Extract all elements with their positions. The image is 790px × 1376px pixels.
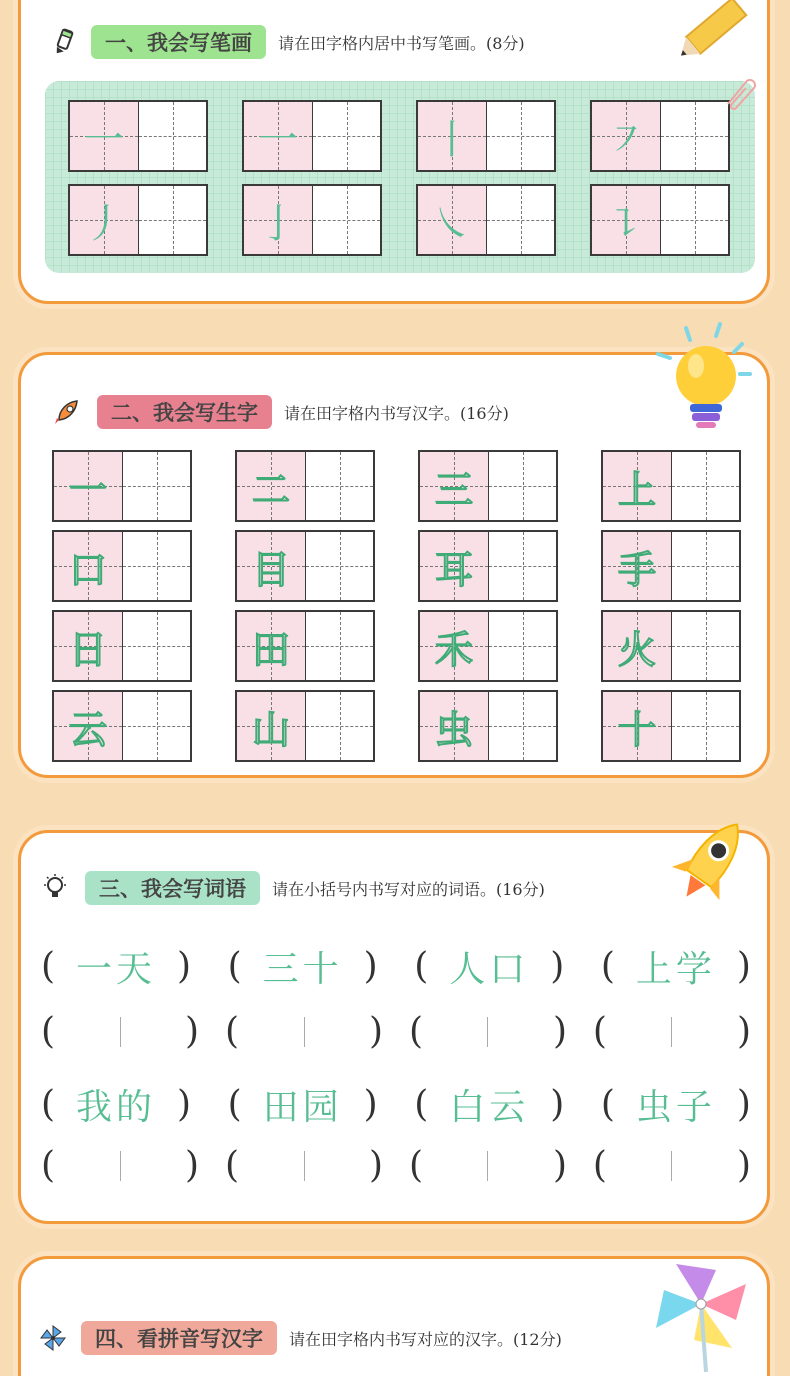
section-1-header (49, 25, 525, 59)
pencil-decoration-icon (668, 0, 758, 70)
model-cell (70, 102, 138, 170)
answer-blank[interactable] (41, 1145, 199, 1186)
character-glyph: 一 (68, 467, 107, 512)
writing-cell[interactable] (671, 532, 739, 600)
model-cell (418, 102, 486, 170)
character-practice-box[interactable] (601, 690, 741, 762)
model-cell (237, 532, 305, 600)
section-2-instruction: 请在田字格内书写汉字。(16分) (284, 403, 509, 423)
writing-cell[interactable] (305, 612, 373, 680)
answer-blank[interactable] (409, 1145, 567, 1186)
paren-close: ) (369, 1011, 384, 1052)
character-glyph: 二 (251, 467, 290, 512)
model-cell (237, 612, 305, 680)
paren-open: ( (592, 1011, 607, 1052)
character-practice-box[interactable] (52, 450, 192, 522)
paren-open: ( (41, 1084, 56, 1125)
paren-close: ) (550, 946, 565, 987)
word-row-1 (41, 941, 751, 992)
paren-close: ) (736, 946, 751, 987)
section-3-instruction: 请在小括号内书写对应的词语。(16分) (272, 879, 545, 899)
paren-open: ( (408, 1145, 423, 1186)
character-practice-box[interactable] (235, 610, 375, 682)
blank-field[interactable] (423, 1151, 553, 1181)
model-cell (54, 612, 122, 680)
character-practice-box[interactable] (52, 530, 192, 602)
section-3-title: 三、我会写词语 (85, 871, 260, 905)
paren-open: ( (227, 1084, 242, 1125)
stroke-practice-box[interactable] (590, 184, 730, 256)
character-practice-box[interactable] (601, 530, 741, 602)
character-glyph: 上 (617, 467, 656, 512)
section-4-header (39, 1321, 562, 1355)
writing-cell[interactable] (138, 102, 206, 170)
writing-cell[interactable] (305, 532, 373, 600)
word-row-2 (41, 1079, 751, 1130)
blank-field[interactable] (239, 1151, 369, 1181)
paren-close: ) (177, 946, 192, 987)
blank-field[interactable] (607, 1017, 737, 1047)
paren-open: ( (224, 1011, 240, 1052)
character-practice-box[interactable] (601, 450, 741, 522)
section-1-title: 一、我会写笔画 (91, 25, 266, 59)
word-6: 田园 (262, 1087, 343, 1128)
model-cell (420, 452, 488, 520)
word-group (41, 1079, 191, 1130)
writing-cell[interactable] (305, 452, 373, 520)
writing-cell[interactable] (122, 532, 190, 600)
character-glyph: 三 (434, 467, 473, 512)
section-2-header (51, 395, 509, 429)
character-practice-box[interactable] (235, 690, 375, 762)
paren-close: ) (363, 1084, 378, 1125)
blank-field[interactable] (239, 1017, 369, 1047)
paren-open: ( (41, 946, 56, 987)
writing-cell[interactable] (671, 612, 739, 680)
paren-open: ( (224, 1145, 240, 1186)
model-cell (70, 186, 138, 254)
stroke-glyph: 丿 (84, 200, 124, 247)
stroke-practice-box[interactable] (68, 184, 208, 256)
word-2: 三十 (262, 949, 343, 990)
stroke-practice-box[interactable] (68, 100, 208, 172)
character-glyph: 云 (68, 707, 107, 752)
word-group (228, 1079, 378, 1130)
character-glyph: 禾 (434, 627, 473, 672)
model-cell (592, 102, 660, 170)
paren-open: ( (414, 1084, 429, 1125)
pinwheel-decoration-icon (636, 1244, 766, 1374)
paren-close: ) (363, 946, 378, 987)
writing-cell[interactable] (660, 186, 728, 254)
section-4-instruction: 请在田字格内书写对应的汉字。(12分) (289, 1329, 562, 1349)
model-cell (592, 186, 660, 254)
model-cell (603, 612, 671, 680)
paren-open: ( (41, 1145, 56, 1186)
paren-close: ) (552, 1011, 568, 1052)
character-glyph: 火 (617, 627, 656, 672)
paren-close: ) (736, 1011, 751, 1052)
paperclip-icon (720, 74, 760, 114)
stroke-practice-box[interactable] (416, 184, 556, 256)
character-glyph: 口 (68, 547, 107, 592)
word-5: 我的 (76, 1087, 157, 1128)
writing-cell[interactable] (488, 452, 556, 520)
writing-cell[interactable] (122, 452, 190, 520)
section-2-title: 二、我会写生字 (97, 395, 272, 429)
model-cell (603, 452, 671, 520)
model-cell (54, 532, 122, 600)
character-practice-box[interactable] (418, 690, 558, 762)
writing-cell[interactable] (122, 692, 190, 760)
stroke-practice-box[interactable] (590, 100, 730, 172)
character-practice-box[interactable] (601, 610, 741, 682)
answer-blank[interactable] (41, 1011, 199, 1052)
character-glyph: 虫 (434, 707, 473, 752)
character-glyph: 十 (617, 707, 656, 752)
section-4-title: 四、看拼音写汉字 (81, 1321, 277, 1355)
stroke-practice-box[interactable] (242, 100, 382, 172)
paren-open: ( (592, 1145, 607, 1186)
writing-cell[interactable] (671, 692, 739, 760)
word-1: 一天 (76, 949, 157, 990)
lightbulb-icon (41, 873, 69, 903)
answer-blank[interactable] (225, 1011, 383, 1052)
paren-open: ( (600, 946, 615, 987)
model-cell (420, 692, 488, 760)
model-cell (420, 612, 488, 680)
paren-open: ( (227, 946, 242, 987)
blank-field[interactable] (423, 1017, 553, 1047)
stroke-glyph: ㇊ (606, 200, 646, 247)
writing-cell[interactable] (312, 102, 380, 170)
model-cell (420, 532, 488, 600)
character-glyph: 田 (251, 627, 290, 672)
writing-cell[interactable] (488, 692, 556, 760)
stroke-glyph: ㇇ (606, 116, 646, 163)
stroke-glyph: 丨 (432, 116, 472, 163)
word-3: 人口 (449, 949, 530, 990)
stroke-glyph: 亅 (258, 200, 298, 247)
writing-cell[interactable] (305, 692, 373, 760)
writing-cell[interactable] (122, 612, 190, 680)
answer-row-2 (41, 1145, 751, 1186)
paren-open: ( (414, 946, 429, 987)
character-glyph: 目 (251, 547, 290, 592)
paren-close: ) (552, 1145, 568, 1186)
character-practice-box[interactable] (52, 690, 192, 762)
stroke-practice-box[interactable] (242, 184, 382, 256)
word-4: 上学 (635, 949, 716, 990)
word-8: 虫子 (635, 1087, 716, 1128)
lightbulb-decoration-icon (650, 318, 760, 438)
writing-cell[interactable] (486, 102, 554, 170)
writing-cell[interactable] (312, 186, 380, 254)
character-practice-box[interactable] (418, 450, 558, 522)
model-cell (244, 102, 312, 170)
writing-cell[interactable] (486, 186, 554, 254)
blank-field[interactable] (55, 1017, 185, 1047)
rocket-decoration-icon (655, 808, 765, 918)
blank-field[interactable] (55, 1151, 185, 1181)
stroke-glyph: ㇏ (432, 200, 472, 247)
character-glyph: 日 (68, 627, 107, 672)
character-practice-box[interactable] (52, 610, 192, 682)
character-glyph: 耳 (434, 547, 473, 592)
answer-blank[interactable] (593, 1011, 751, 1052)
writing-cell[interactable] (671, 452, 739, 520)
character-practice-box[interactable] (418, 530, 558, 602)
word-group (414, 1079, 564, 1130)
paren-close: ) (185, 1011, 200, 1052)
rocket-icon (51, 396, 83, 428)
character-glyph: 山 (251, 707, 290, 752)
answer-blank[interactable] (409, 1011, 567, 1052)
paren-open: ( (41, 1011, 56, 1052)
paren-close: ) (369, 1145, 384, 1186)
word-group (41, 941, 191, 992)
writing-cell[interactable] (488, 532, 556, 600)
answer-blank[interactable] (593, 1145, 751, 1186)
character-practice-box[interactable] (235, 530, 375, 602)
model-cell (603, 692, 671, 760)
model-cell (244, 186, 312, 254)
writing-cell[interactable] (138, 186, 206, 254)
paren-close: ) (550, 1084, 565, 1125)
character-glyph: 手 (617, 547, 656, 592)
model-cell (237, 692, 305, 760)
writing-cell[interactable] (660, 102, 728, 170)
word-group (601, 941, 751, 992)
writing-cell[interactable] (488, 612, 556, 680)
section-1-instruction: 请在田字格内居中书写笔画。(8分) (278, 33, 525, 53)
word-group (228, 941, 378, 992)
paren-close: ) (177, 1084, 192, 1125)
section-3-header (41, 871, 545, 905)
stroke-practice-box[interactable] (416, 100, 556, 172)
model-cell (237, 452, 305, 520)
stroke-glyph: 一 (258, 116, 298, 163)
model-cell (418, 186, 486, 254)
word-group (414, 941, 564, 992)
stroke-glyph: 一 (84, 116, 124, 163)
character-practice-box[interactable] (418, 610, 558, 682)
paren-open: ( (408, 1011, 423, 1052)
pencil-icon (49, 27, 79, 57)
answer-row-1 (41, 1011, 751, 1052)
model-cell (54, 452, 122, 520)
paren-close: ) (736, 1145, 751, 1186)
paren-close: ) (736, 1084, 751, 1125)
word-7: 白云 (449, 1087, 530, 1128)
model-cell (54, 692, 122, 760)
model-cell (603, 532, 671, 600)
answer-blank[interactable] (225, 1145, 383, 1186)
pinwheel-icon (39, 1324, 67, 1352)
blank-field[interactable] (607, 1151, 737, 1181)
paren-close: ) (185, 1145, 200, 1186)
paren-open: ( (600, 1084, 615, 1125)
character-practice-box[interactable] (235, 450, 375, 522)
word-group (601, 1079, 751, 1130)
